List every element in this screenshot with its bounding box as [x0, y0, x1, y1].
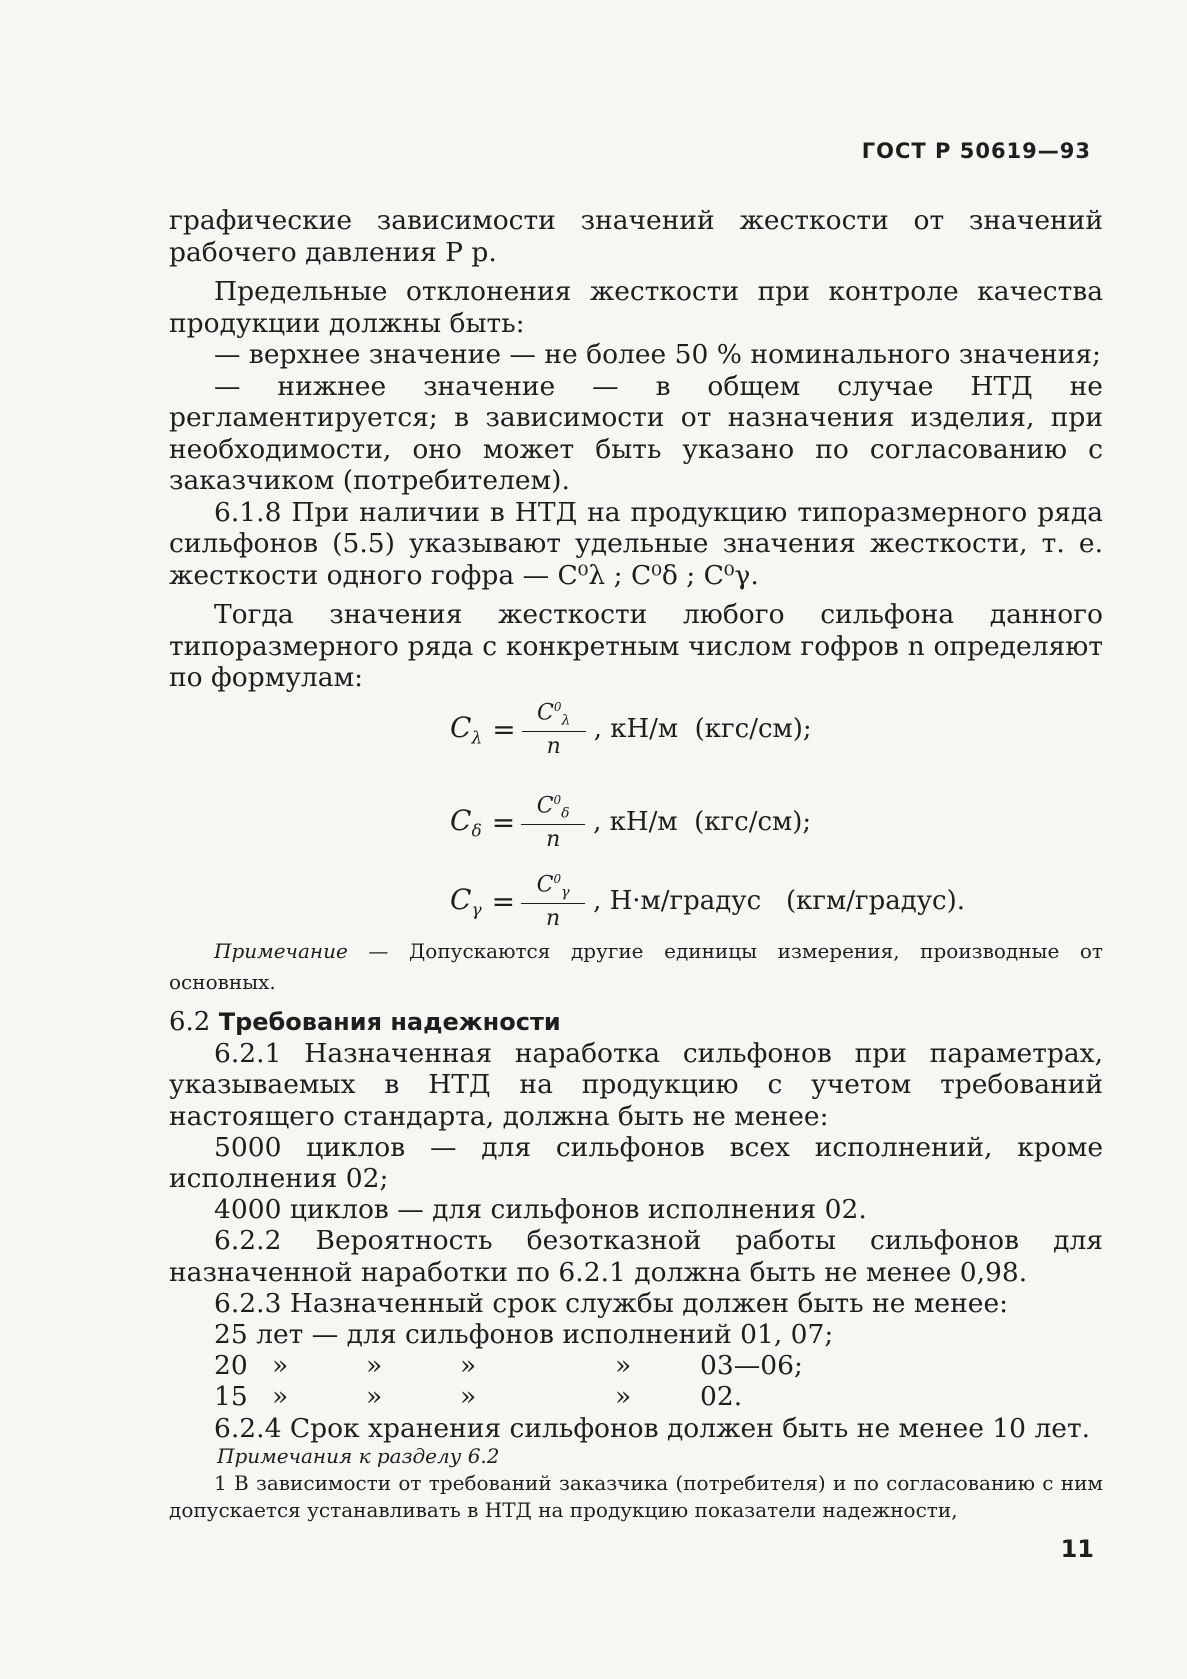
- numerator: $C^0_\lambda$: [537, 700, 571, 729]
- equals-sign: =: [491, 884, 516, 918]
- equals-sign: =: [492, 712, 516, 746]
- denominator: n: [545, 905, 561, 931]
- paragraph: 6.2.1 Назначенная наработка сильфонов при параметрах, указываемых в НТД на продукцию с учетом требований настоящего стандарта, должна быть не менее:: [169, 1038, 1103, 1132]
- paragraph: 6.2.2 Вероятность безотказной работы сильфонов для назначенной наработки по 6.2.1 должна быть не менее 0,98.: [169, 1225, 1103, 1288]
- document-header: ГОСТ Р 50619—93: [861, 139, 1091, 163]
- numerator: $C^0_\gamma$: [536, 872, 570, 901]
- formula-c-delta: [450, 793, 811, 852]
- service-life-table: [214, 1350, 803, 1412]
- fraction: [521, 793, 585, 852]
- paragraph: графические зависимости значений жесткости от значений рабочего давления Р р.: [169, 205, 1103, 268]
- paragraph: — нижнее значение — в общем случае НТД не регламентируется; в зависимости от назначения изделия, при необходимости, оно может быть указано по согласованию с заказчиком (потребителем).: [169, 370, 1103, 496]
- note-label: Примечание: [214, 939, 348, 963]
- paragraph: 6.2.3 Назначенный срок службы должен быть не менее:: [214, 1287, 1009, 1319]
- section-heading: 6.2 Требования надежности: [169, 1007, 561, 1037]
- formula-lhs: $C_\lambda$: [450, 710, 483, 749]
- fraction: [522, 700, 586, 759]
- paragraph: Предельные отклонения жесткости при контроле качества продукции должны быть:: [169, 276, 1103, 339]
- formula-lhs: $C_\gamma$: [450, 882, 482, 921]
- formula-c-lambda: [450, 700, 812, 759]
- formula-c-gamma: [450, 872, 965, 931]
- table-row: 15 » » » » 02.: [214, 1381, 743, 1413]
- equals-sign: =: [491, 805, 516, 839]
- body-text: [169, 205, 1103, 694]
- denominator: n: [546, 733, 561, 759]
- notes-title: Примечания к разделу 6.2: [217, 1444, 500, 1468]
- paragraph: Тогда значения жесткости любого сильфона данного типоразмерного ряда с конкретным числом гофров n определяют по формулам:: [169, 599, 1103, 693]
- formula-lhs: $C_\delta$: [450, 803, 482, 842]
- note: [169, 936, 1103, 998]
- paragraph: 6.2.4 Срок хранения сильфонов должен быть не менее 10 лет.: [214, 1412, 1091, 1444]
- table-row: 20 » » » » 03—06;: [214, 1350, 803, 1382]
- note-text: — Допускаются другие единицы измерения, производные от основных.: [169, 939, 1103, 994]
- formula-units: , кН/м (кгс/см);: [593, 714, 812, 745]
- denominator: n: [546, 826, 561, 852]
- paragraph: 4000 циклов — для сильфонов исполнения 02.: [214, 1194, 867, 1226]
- formula-units: , кН/м (кгс/см);: [593, 807, 812, 838]
- fraction: [521, 872, 585, 931]
- paragraph: 25 лет — для сильфонов исполнений 01, 07;: [214, 1319, 834, 1351]
- numerator: $C^0_\delta$: [536, 793, 570, 822]
- page-number: 11: [1060, 1535, 1094, 1563]
- section-reliability: [169, 1007, 1103, 1444]
- section-notes: [169, 1443, 1103, 1524]
- formula-units: , Н·м/градус (кгм/градус).: [593, 886, 965, 917]
- notes-text: 1 В зависимости от требований заказчика (потребителя) и по согласованию с ним допускается устанавливать в НТД на продукцию показатели надежности,: [169, 1471, 1103, 1522]
- paragraph: 6.1.8 При наличии в НТД на продукцию типоразмерного ряда сильфонов (5.5) указывают удельные значения жесткости, т. е. жесткости одного гофра — C⁰λ ; C⁰δ ; C⁰γ.: [169, 496, 1103, 591]
- paragraph: — верхнее значение — не более 50 % номинального значения;: [214, 339, 1101, 370]
- paragraph: 5000 циклов — для сильфонов всех исполнений, кроме исполнения 02;: [169, 1131, 1103, 1195]
